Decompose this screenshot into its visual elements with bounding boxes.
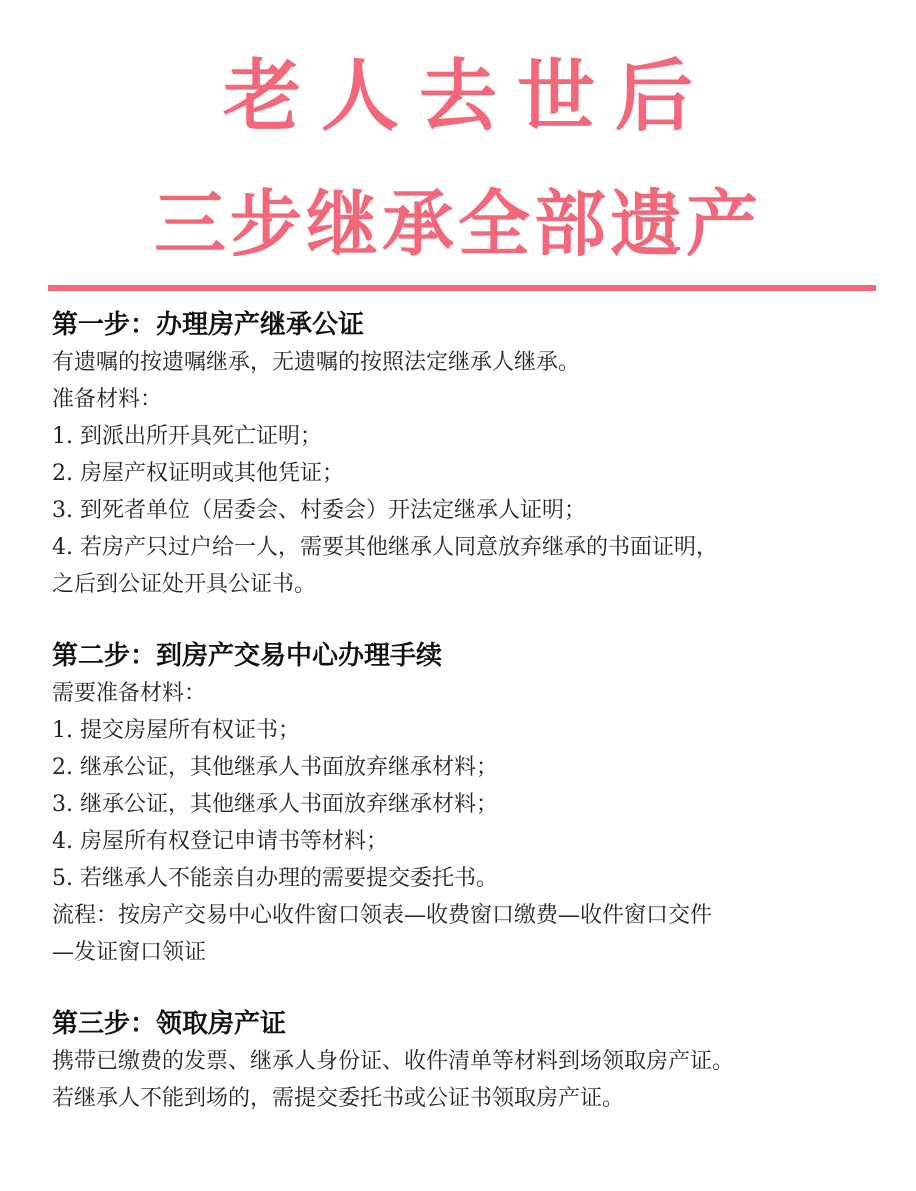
document-body <box>52 306 886 1117</box>
step2-line: 5. 若继承人不能亲自办理的需要提交委托书。 <box>52 866 498 891</box>
step1-line: 4. 若房产只过户给一人，需要其他继承人同意放弃继承的书面证明， <box>52 535 718 560</box>
step3-line: 若继承人不能到场的，需提交委托书或公证书领取房产证。 <box>52 1086 625 1111</box>
step2-line: 1. 提交房屋所有权证书； <box>52 718 300 743</box>
page-title: 老人去世后 <box>222 52 713 142</box>
step1-section <box>52 306 886 603</box>
step1-line: 之后到公证处开具公证书。 <box>52 572 317 597</box>
step1-line: 3. 到死者单位（居委会、村委会）开法定继承人证明； <box>52 498 586 523</box>
step2-line: 需要准备材料： <box>52 681 207 706</box>
step2-line: 2. 继承公证，其他继承人书面放弃继承材料； <box>52 755 498 780</box>
step3-heading: 第三步：领取房产证 <box>52 1009 287 1039</box>
step1-line: 1. 到派出所开具死亡证明； <box>52 424 322 449</box>
step3-section <box>52 1005 886 1117</box>
step2-section <box>52 637 886 971</box>
step3-line: 携带已缴费的发票、继承人身份证、收件清单等材料到场领取房产证。 <box>52 1049 735 1074</box>
step1-heading: 第一步：办理房产继承公证 <box>52 310 365 340</box>
section-spacer <box>52 971 886 1005</box>
step2-line: 流程：按房产交易中心收件窗口领表—收费窗口缴费—收件窗口交件 <box>52 903 713 928</box>
step2-line: —发证窗口领证 <box>52 940 207 965</box>
page-subtitle: 三步继承全部遗产 <box>153 182 762 266</box>
step2-heading: 第二步：到房产交易中心办理手续 <box>52 641 443 671</box>
title-divider <box>48 285 876 291</box>
step1-line: 2. 房屋产权证明或其他凭证； <box>52 461 344 486</box>
step2-line: 4. 房屋所有权登记申请书等材料； <box>52 829 388 854</box>
step1-line: 有遗嘱的按遗嘱继承，无遗嘱的按照法定继承人继承。 <box>52 350 581 375</box>
section-spacer <box>52 603 886 637</box>
step1-line: 准备材料： <box>52 387 163 412</box>
step2-line: 3. 继承公证，其他继承人书面放弃继承材料； <box>52 792 498 817</box>
